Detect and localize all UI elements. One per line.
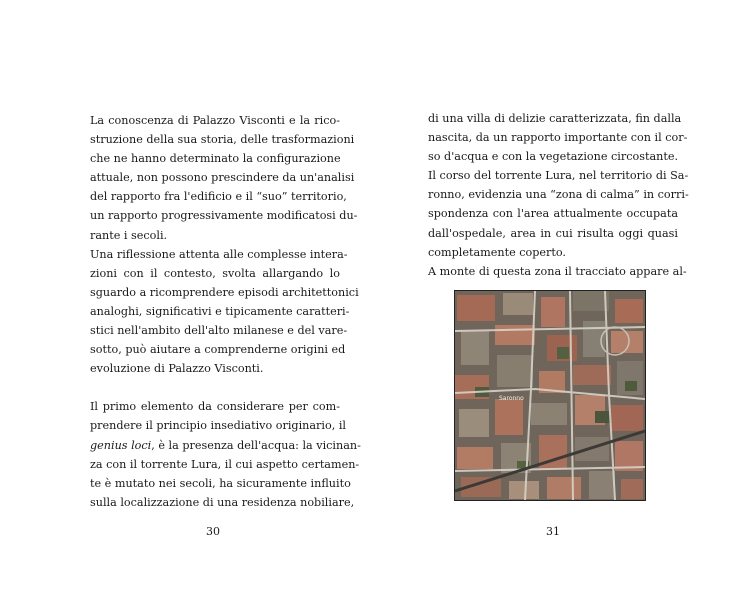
paragraph bbox=[90, 245, 359, 379]
text-line: stici nell'ambito dell'alto milanese e del vare- bbox=[90, 324, 348, 338]
text-line: Una riflessione attenta alle complesse intera- bbox=[90, 247, 348, 261]
text-line: sguardo a ricomprendere episodi architettonici bbox=[90, 285, 359, 299]
text-line: Il corso del torrente Lura, nel territorio di Sa- bbox=[428, 169, 689, 183]
text-line: La conoscenza di Palazzo Visconti e la rico- bbox=[90, 114, 340, 127]
text-line: so d'acqua e con la vegetazione circostante. bbox=[428, 150, 678, 164]
text-line: un rapporto progressivamente modificatosi du- bbox=[90, 209, 358, 223]
aerial-photo-image bbox=[455, 291, 645, 500]
text-line: di una villa di delizie caratterizzata, fin dalla bbox=[428, 112, 682, 125]
map-place-label: Saronno bbox=[499, 395, 524, 402]
paragraph bbox=[428, 166, 689, 261]
page-number: 30 bbox=[206, 525, 220, 538]
right-page bbox=[368, 0, 736, 609]
text-line: Il primo elemento da considerare per com- bbox=[90, 400, 340, 414]
paragraph bbox=[428, 109, 688, 166]
text-line: attuale, non possono prescindere da un'analisi bbox=[90, 171, 355, 185]
left-text-column bbox=[90, 111, 361, 512]
text-line: rante i secoli. bbox=[90, 228, 168, 242]
text-line: completamente coperto. bbox=[428, 245, 566, 259]
text-line: ronno, evidenzia una “zona di calma” in corri- bbox=[428, 188, 689, 202]
text-line: che ne hanno determinato la configurazione bbox=[90, 152, 341, 166]
text-line: struzione della sua storia, delle trasformazioni bbox=[90, 133, 355, 147]
aerial-photo bbox=[454, 290, 646, 501]
text-line: A monte di questa zona il tracciato appare al- bbox=[428, 264, 687, 278]
text-line: nascita, da un rapporto importante con il cor- bbox=[428, 131, 688, 145]
text-line: spondenza con l'area attualmente occupata bbox=[428, 207, 678, 221]
text-line bbox=[90, 436, 361, 455]
text-line: te è mutato nei secoli, ha sicuramente influito bbox=[90, 476, 351, 490]
page-number: 31 bbox=[546, 525, 560, 538]
text-line: analoghi, significativi e tipicamente caratteri- bbox=[90, 304, 350, 318]
paragraph bbox=[428, 262, 687, 281]
text-line: sotto, può aiutare a comprenderne origini ed bbox=[90, 343, 346, 357]
text-line: za con il torrente Lura, il cui aspetto certamen- bbox=[90, 457, 360, 471]
text-line: sulla localizzazione di una residenza nobiliare, bbox=[90, 495, 355, 509]
text-line: prendere il principio insediativo originario, il bbox=[90, 419, 346, 433]
paragraph bbox=[90, 397, 361, 512]
right-text-column bbox=[428, 109, 689, 281]
text-line: dall'ospedale, area in cui risulta oggi quasi bbox=[428, 226, 678, 240]
text-line: zioni con il contesto, svolta allargando lo bbox=[90, 266, 340, 280]
text-line: evoluzione di Palazzo Visconti. bbox=[90, 362, 264, 376]
italic-term: genius loci bbox=[90, 438, 152, 452]
paragraph bbox=[90, 111, 358, 245]
text-fragment: , è la presenza dell'acqua: la vicinan- bbox=[151, 438, 361, 452]
text-line: del rapporto fra l'edificio e il “suo” territorio, bbox=[90, 190, 347, 204]
